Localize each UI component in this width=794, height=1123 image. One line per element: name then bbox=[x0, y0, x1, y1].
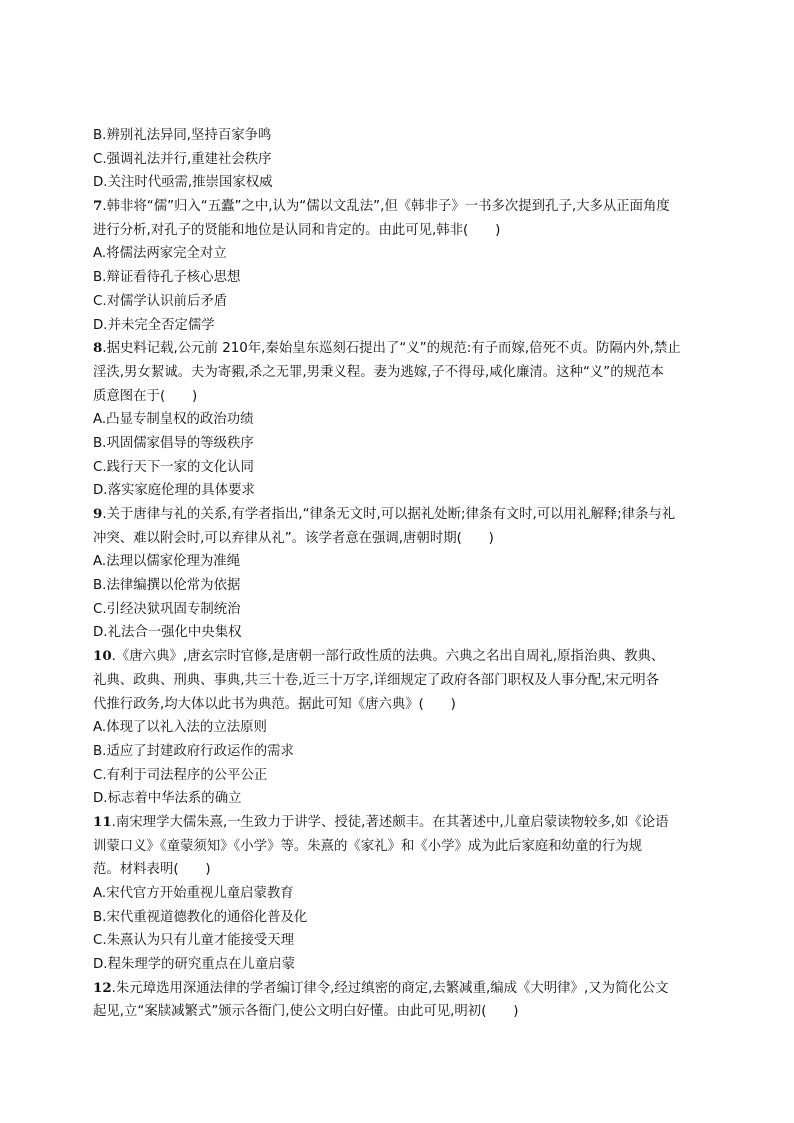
answer-option: D.关注时代亟需,推崇国家权威 bbox=[93, 175, 273, 191]
answer-option: A.体现了以礼入法的立法原则 bbox=[93, 720, 267, 736]
answer-option: D.标志着中华法系的确立 bbox=[93, 791, 242, 807]
answer-option: A.宋代官方开始重视儿童启蒙教育 bbox=[93, 886, 294, 901]
answer-option: B.辨别礼法异同,坚持百家争鸣 bbox=[93, 128, 272, 143]
answer-option: B.巩固儒家倡导的等级秩序 bbox=[93, 435, 254, 451]
question-stem-text: .南宋理学大儒朱熹,一生致力于讲学、授徒,著述颇丰。在其著述中,儿童启蒙读物较多,如《论语 bbox=[111, 814, 669, 830]
question-number: 12 bbox=[93, 979, 112, 996]
question-stem bbox=[93, 195, 705, 219]
question-number: 9 bbox=[93, 506, 103, 522]
answer-option: C.践行天下一家的文化认同 bbox=[93, 459, 254, 475]
question-stem-line: 训蒙口义》《童蒙须知》《小学》等。朱熹的《家礼》和《小学》成为此后家庭和幼童的行为规 bbox=[93, 838, 643, 854]
answer-option: A.凸显专制皇权的政治功绩 bbox=[93, 412, 254, 428]
question-stem bbox=[93, 645, 705, 669]
question-stem bbox=[93, 503, 705, 527]
question-stem-line: 礼典、政典、刑典、事典,共三十卷,近三十万字,详细规定了政府各部门职权及人事分配,宋元明各 bbox=[93, 672, 660, 688]
answer-option: C.引经决狱巩固专制统治 bbox=[93, 601, 241, 617]
question-stem bbox=[93, 337, 705, 361]
question-number: 8 bbox=[93, 340, 103, 357]
answer-option: B.宋代重视道德教化的通俗化普及化 bbox=[93, 909, 308, 925]
question-stem-text: .《唐六典》,唐玄宗时官修,是唐朝一部行政性质的法典。六典之名出自周礼,原指治典、教典、 bbox=[111, 649, 665, 665]
question-stem bbox=[93, 811, 705, 835]
answer-option: C.有利于司法程序的公平公正 bbox=[93, 767, 268, 783]
question-stem-text: .韩非将“儒”归入“五蠹”之中,认为“儒以文乱法”,但《韩非子》一书多次提到孔子,大多从正面角度 bbox=[102, 199, 670, 215]
answer-option: D.程朱理学的研究重点在儿童启蒙 bbox=[93, 957, 296, 973]
answer-option: C.朱熹认为只有儿童才能接受天理 bbox=[93, 933, 295, 949]
question-stem-text: .朱元璋选用深通法律的学者编订律令,经过缜密的商定,去繁减重,编成《大明律》,又为简化公文 bbox=[111, 980, 669, 996]
answer-option: B.法律编撰以伦常为依据 bbox=[93, 578, 241, 594]
question-stem-line: 起见,立“案牍减繁式”颁示各衙门,使公文明白好懂。由此可见,明初( ) bbox=[93, 1004, 519, 1020]
question-stem-text: .关于唐律与礼的关系,有学者指出,“律条无文时,可以据礼处断;律条有文时,可以用礼解释;律条与礼 bbox=[102, 507, 676, 522]
answer-option: D.并未完全否定儒学 bbox=[93, 317, 215, 333]
answer-option: C.强调礼法并行,重建社会秩序 bbox=[93, 151, 272, 167]
answer-option: C.对儒学认识前后矛盾 bbox=[93, 293, 228, 309]
exam-page bbox=[93, 124, 705, 1024]
question-stem-line: 代推行政务,均大体以此书为典范。据此可知《唐六典》( ) bbox=[93, 696, 456, 712]
question-stem bbox=[93, 977, 705, 1001]
answer-option: D.礼法合一强化中央集权 bbox=[93, 625, 242, 641]
question-stem-line: 冲突、难以附会时,可以弃律从礼”。该学者意在强调,唐朝时期( ) bbox=[93, 530, 494, 546]
answer-option: D.落实家庭伦理的具体要求 bbox=[93, 483, 255, 499]
question-stem-line: 淫泆,男女絜诚。夫为寄豭,杀之无罪,男秉义程。妻为逃嫁,子不得母,咸化廉清。这种“义”的规范本 bbox=[93, 364, 664, 380]
question-number: 11 bbox=[93, 813, 112, 830]
answer-option: B.辩证看待孔子核心思想 bbox=[93, 270, 241, 286]
answer-option: A.法理以儒家伦理为准绳 bbox=[93, 554, 241, 570]
question-stem-line: 质意图在于( ) bbox=[93, 388, 198, 404]
question-number: 10 bbox=[93, 648, 112, 665]
question-stem-line: 范。材料表明( ) bbox=[93, 862, 211, 878]
answer-option: A.将儒法两家完全对立 bbox=[93, 246, 227, 262]
question-stem-line: 进行分析,对孔子的贤能和地位是认同和肯定的。由此可见,韩非( ) bbox=[93, 222, 501, 238]
question-number: 7 bbox=[93, 198, 103, 215]
question-stem-text: .据史料记载,公元前 210年,秦始皇东巡刻石提出了“义”的规范:有子而嫁,倍死不贞。防隔内外,禁止 bbox=[102, 341, 681, 357]
answer-option: B.适应了封建政府行政运作的需求 bbox=[93, 743, 294, 759]
